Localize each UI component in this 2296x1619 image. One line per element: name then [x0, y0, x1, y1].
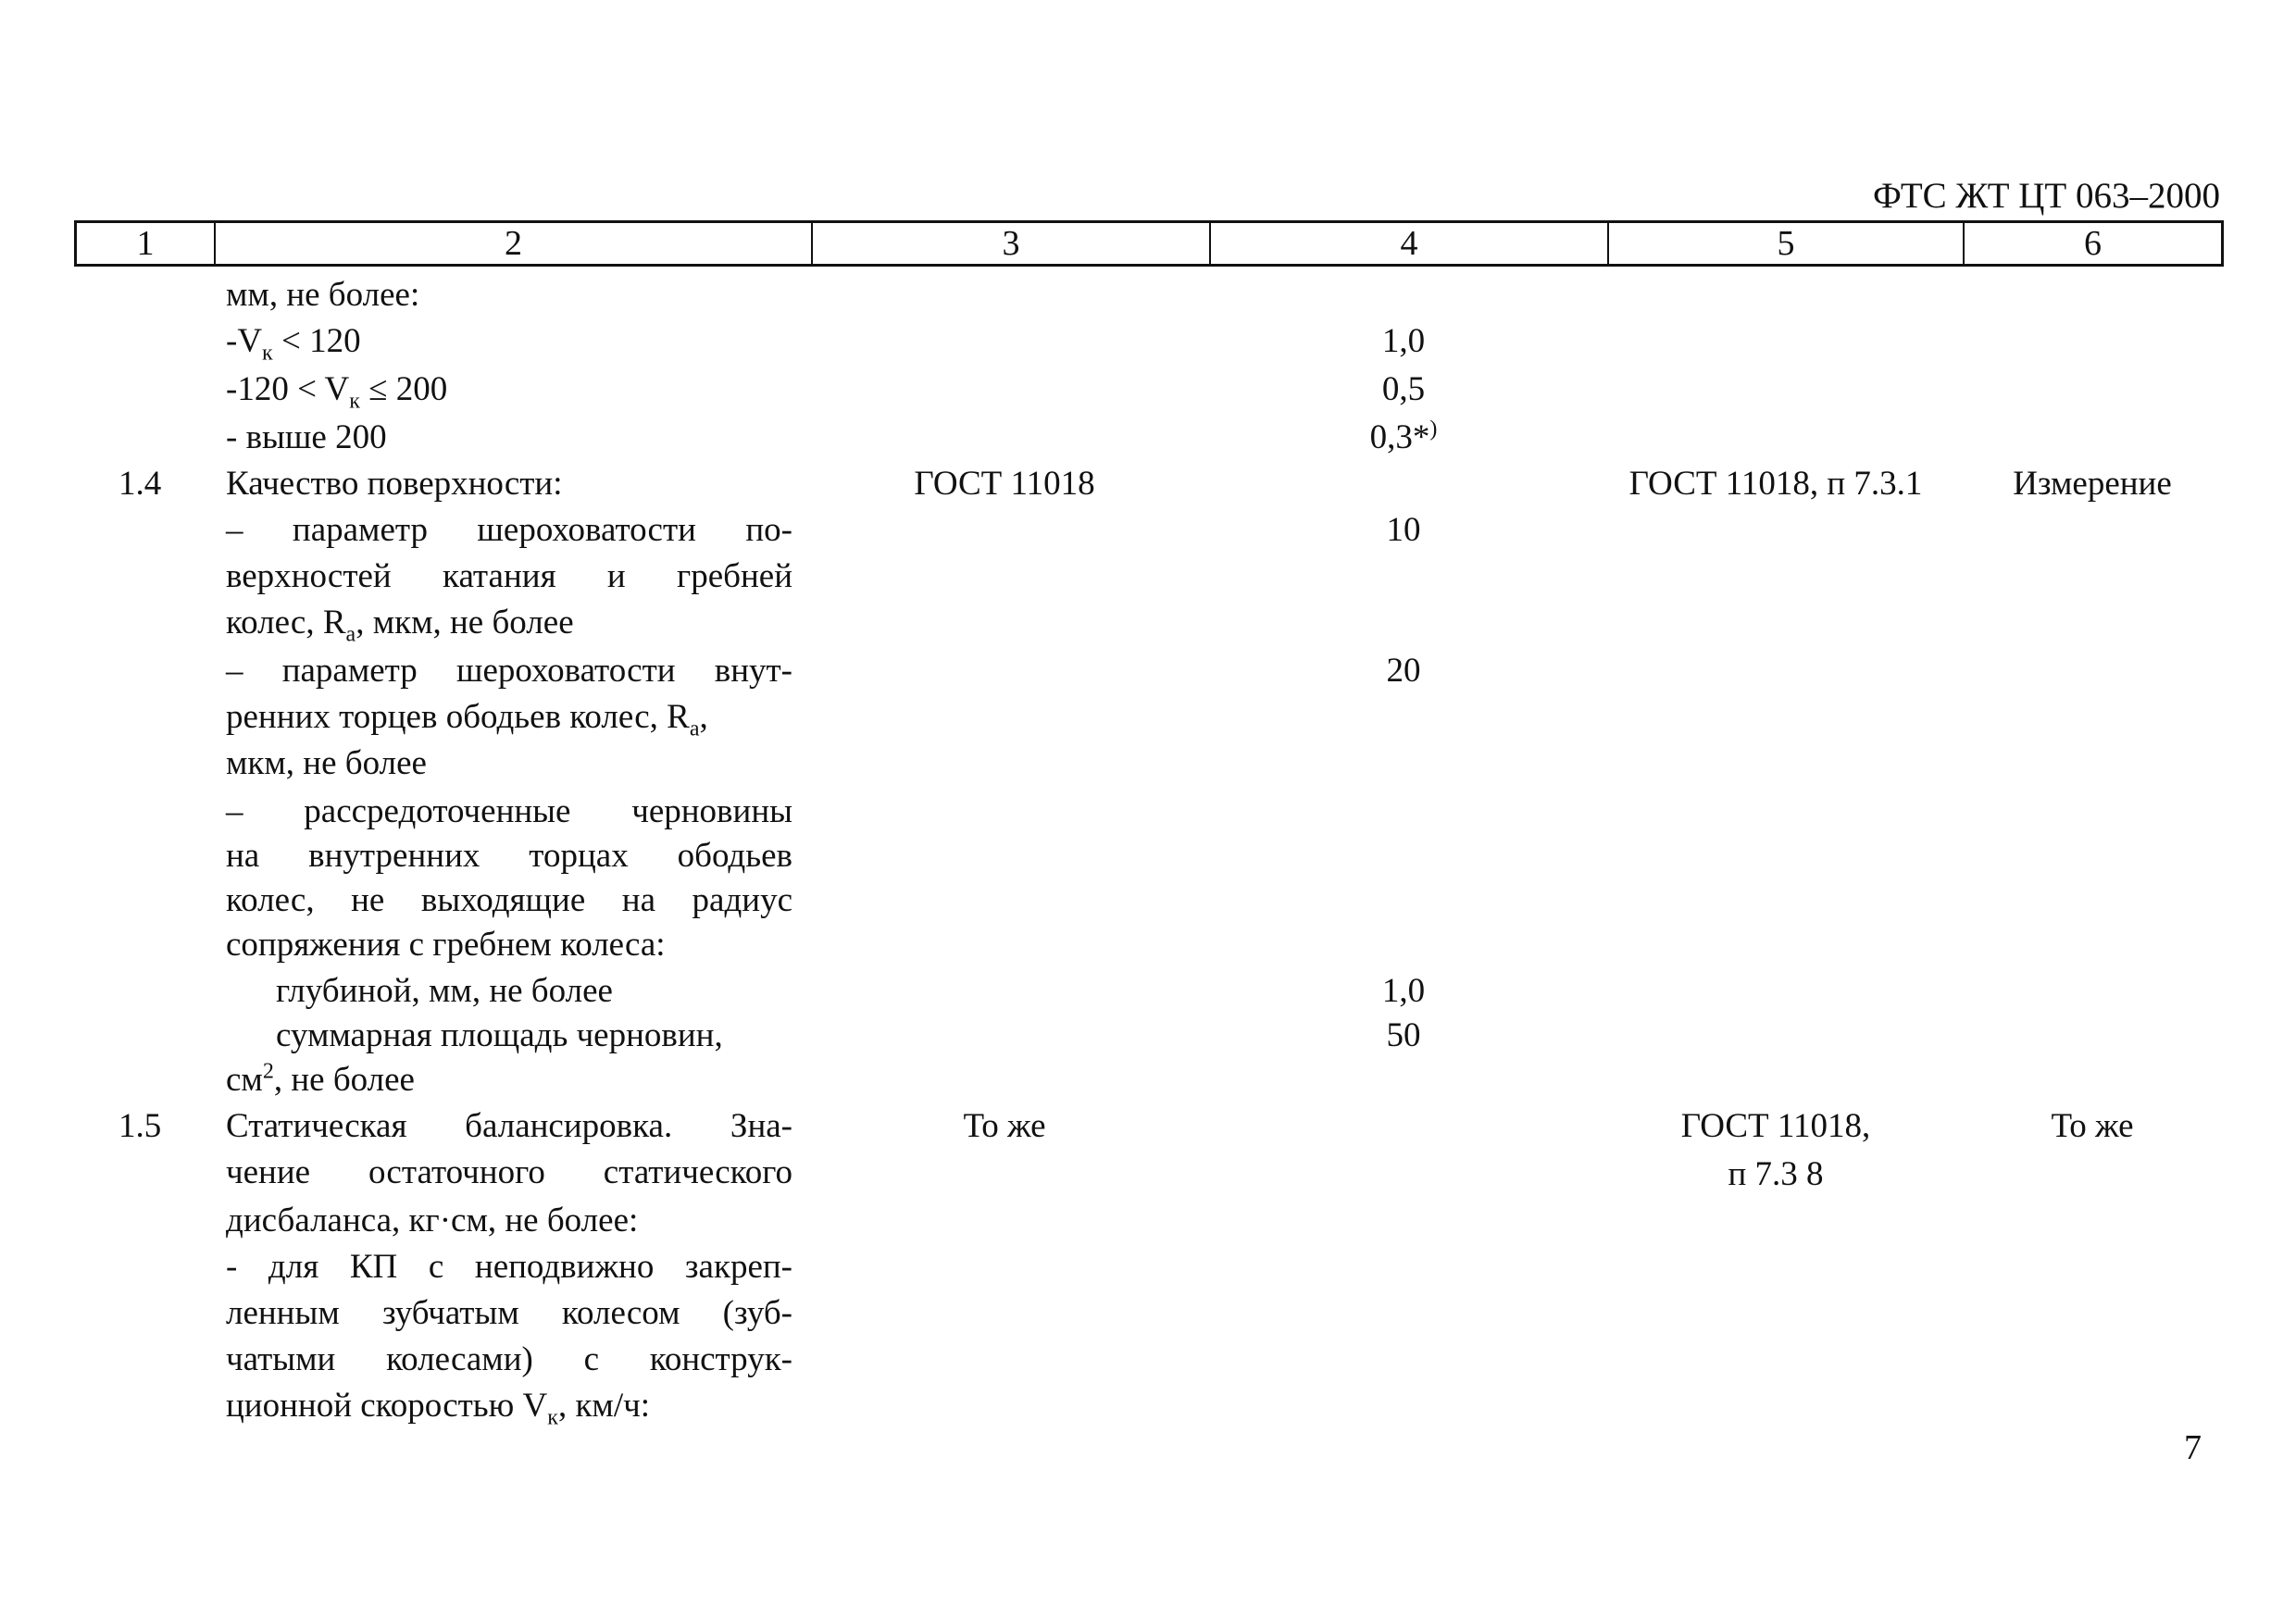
- value-cell: 1,0: [1381, 972, 1426, 1010]
- desc-line: – параметр шероховатости по-: [226, 511, 792, 549]
- method-ref: ГОСТ 11018,: [1680, 1107, 1871, 1145]
- value-cell: 50: [1386, 1016, 1421, 1054]
- row-cont-line: $-V_к < 120$: [226, 322, 361, 366]
- desc-line: $см^2$, не более: [226, 1059, 415, 1099]
- col-4-header: 4: [1211, 223, 1609, 264]
- value-cell: 0,5: [1381, 370, 1426, 408]
- row-number: 1.5: [119, 1107, 162, 1145]
- value-cell: 1,0: [1381, 322, 1426, 360]
- desc-line: колес, $R_a$, мкм, не более: [226, 604, 574, 647]
- row-cont-line: мм, не более:: [226, 276, 420, 314]
- method-ref: ГОСТ 11018, п 7.3.1: [1628, 465, 1923, 503]
- method: Измерение: [2013, 465, 2172, 503]
- standard-ref: ГОСТ 11018: [914, 465, 1095, 503]
- desc-line: верхностей катания и гребней: [226, 557, 792, 595]
- col-5-header: 5: [1609, 223, 1965, 264]
- method-ref: п 7.3 8: [1728, 1155, 1824, 1193]
- row-title: Качество поверхности:: [226, 465, 563, 503]
- row-cont-line: - выше 200: [226, 418, 387, 456]
- value-cell: 10: [1386, 511, 1421, 549]
- desc-line: ренних торцев ободьев колес, $R_a$,: [226, 698, 708, 741]
- desc-line: мкм, не более: [226, 744, 427, 782]
- desc-line: на внутренних торцах ободьев: [226, 837, 792, 875]
- col-2-header: 2: [216, 223, 813, 264]
- value-cell: 0,3*): [1369, 417, 1438, 456]
- method: То же: [2051, 1107, 2134, 1145]
- col-1-header: 1: [77, 223, 216, 264]
- desc-line: сопряжения с гребнем колеса:: [226, 926, 666, 964]
- desc-line: глубиной, мм, не более: [276, 972, 613, 1010]
- desc-line: - для КП с неподвижно закреп-: [226, 1248, 792, 1286]
- desc-line: суммарная площадь черновин,: [276, 1016, 723, 1054]
- desc-line: ционной скоростью $V_к$, км/ч:: [226, 1387, 651, 1430]
- desc-line: Статическая балансировка. Зна-: [226, 1107, 792, 1145]
- desc-line: ленным зубчатым колесом (зуб-: [226, 1294, 792, 1332]
- value-cell: 20: [1386, 652, 1421, 690]
- col-3-header: 3: [813, 223, 1211, 264]
- desc-line: чение остаточного статического: [226, 1153, 792, 1191]
- desc-line: – рассредоточенные черновины: [226, 792, 792, 830]
- row-number: 1.4: [119, 465, 162, 503]
- standard-ref: То же: [963, 1107, 1046, 1145]
- desc-line: дисбаланса, кг·см, не более:: [226, 1202, 639, 1239]
- row-cont-line: $-120 < V_к \le 200$: [226, 370, 448, 414]
- desc-line: колес, не выходящие на радиус: [226, 881, 792, 919]
- desc-line: чатыми колесами) с конструк-: [226, 1340, 792, 1378]
- desc-line: – параметр шероховатости внут-: [226, 652, 792, 690]
- doc-code: ФТС ЖТ ЦТ 063–2000: [1872, 176, 2220, 216]
- col-6-header: 6: [2084, 224, 2102, 263]
- page-number: 7: [2184, 1428, 2202, 1467]
